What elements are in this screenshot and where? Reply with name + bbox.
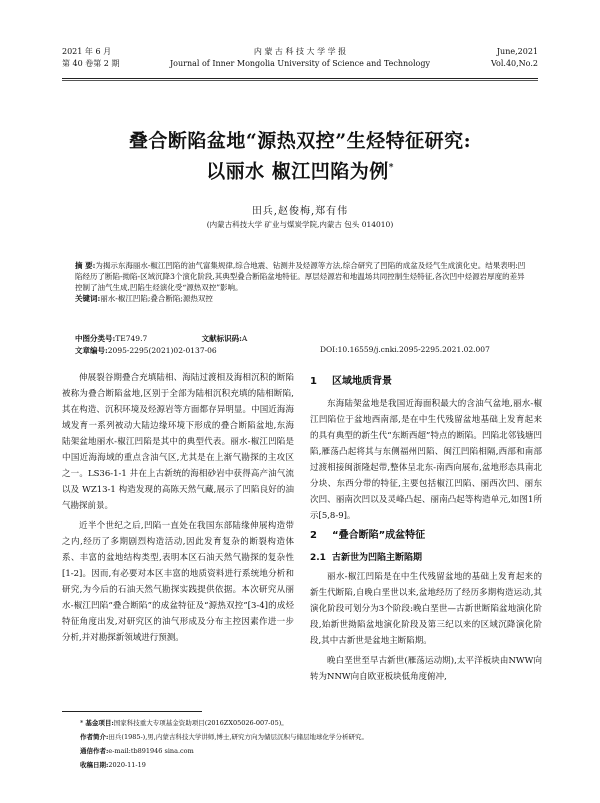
header-issue-en — [491, 46, 538, 70]
title-footnote-mark: * — [388, 163, 394, 173]
footnotes — [80, 716, 368, 772]
section-2-heading: 2 “叠合断陷”成盆特征 — [310, 530, 426, 541]
header-journal-cn: 内 蒙 古 科 技 大 学 学 报 — [253, 47, 347, 56]
header-volume-en: Vol.40,No.2 — [491, 59, 538, 68]
intro-paragraph-1: 伸展裂谷期叠合充填陆相、海陆过渡相及海相沉积的断陷被称为叠合断陷盆地,区别于全部为陆相沉积充填的陆相断陷,其在构造、沉积环境及烃源岩等方面都存异明显。中国近海海域发育一系列被动大陆边缘环境下形成的叠合断陷盆地,东海陆架盆地丽水-椒江凹陷是其中的典型代表。丽水-椒江凹陷是中国近海海域的重点含油气区,尤其是在上渐气勘探的主攻区之一。LS36-1-1 井在上古新统的海相砂岩中获得高产油气流以及 WZ13-1 构造发现的高陈天然气藏,展示了凹陷良好的油气勘探前景。 — [62, 373, 294, 511]
abstract-label: 摘 要: — [75, 261, 96, 270]
footnote-divider — [62, 711, 202, 712]
abstract-body: 摘 要:为揭示东海丽水-椒江凹陷的油气富集规律,综合地震、钻测井及烃源等方法,综合研究了凹陷的成盆及烃气生成演化史。结果表明:凹陷经历了断陷-拗陷-区域沉降3个演化阶段,其典型叠合断陷盆地特征。厚层烃源岩和地温场共同控制生烃特征,各次凹中烃源岩厚度的差异控制了油气生成,凹陷生烃演化受“源热双控”影响。 — [75, 261, 526, 292]
header-date: 2021 年 6 月 — [62, 47, 112, 56]
right-column — [310, 370, 542, 689]
header-divider — [62, 78, 538, 79]
article-number-line: 文章编号:2095-2295(2021)02-0137-06 — [75, 346, 217, 355]
subsection-2-1-paragraph-2: 晚白垩世至早古新世(雁荡运动期),太平洋板块由NWW向转为NNW向自欧亚板块低角度俯冲, — [310, 656, 542, 682]
title-line-2: 以丽水 椒江凹陷为例* — [206, 160, 394, 183]
subsection-2-1-paragraph-1: 丽水-椒江凹陷是在中生代残留盆地的基础上发育起来的新生代断陷,自晚白垩世以来,盆地经历了经历多期构造运动,其演化阶段可划分为3个阶段:晚白垩世—古新世断陷盆地演化阶段,始新世拗陷盆地演化阶段及第三纪以来的区域沉降演化阶段,其中古新世是盆地主断陷期。 — [310, 572, 542, 646]
title-line-1: 叠合断陷盆地“源热双控”生烃特征研究: — [128, 130, 472, 152]
abstract — [75, 260, 530, 304]
classification-line: 中图分类号:TE749.7 文献标识码:A — [75, 334, 248, 343]
header-divider-thin — [62, 80, 538, 81]
section-1-heading: 1 区域地质背景 — [310, 376, 392, 387]
section-1-paragraph: 东海陆架盆地是我国近海面积最大的含油气盆地,丽水-椒江凹陷位于盆地西南部,是在中生代残留盆地基础上发育起来的具有典型的新生代“东断西超”特点的断陷。凹陷北邻钱塘凹陷,雁荡凸起将其与东侧福州凹陷、闽江凹陷相隔,西部和南部过渡相接闽浙隆起带,整体呈北东-南西向展布,盆地形态具南北分块、东西分带的特征,主要包括椒江凹陷、丽西次凹、丽东次凹、丽南次凹以及灵峰凸起、丽南凸起等构造单元,如图1所示[5,8-9]。 — [310, 399, 542, 521]
keywords: 关键词:丽水-椒江凹陷;叠合断陷;源热双控 — [75, 294, 213, 303]
affiliation: (内蒙古科技大学 矿业与煤炭学院,内蒙古 包头 014010) — [206, 220, 394, 229]
footnote-email: 通信作者:e-mail:tb891946 sina.com — [80, 747, 194, 755]
clc-number: TE749.7 — [115, 334, 148, 343]
header-journal-en: Journal of Inner Mongolia University of Science and Technology — [169, 59, 431, 68]
article-number: 2095-2295(2021)02-0137-06 — [107, 346, 217, 355]
paper-title — [40, 128, 560, 185]
doi: DOI:10.16559/j.cnki.2095-2295.2021.02.007 — [320, 345, 490, 354]
subsection-2-1-heading: 2.1 古新世为凹陷主断陷期 — [310, 553, 423, 563]
author-list: 田兵,赵俊梅,郑有伟 — [251, 206, 349, 217]
footnote-fund: * 基金项目:国家科技重大专项基金资助项目(2016ZX05026-007-05)。 — [80, 719, 288, 727]
intro-paragraph-2: 近半个世纪之后,凹陷一直处在我国东部陆缘伸展构造带之内,经历了多期剧烈构造活动,因此发育复杂的断裂构造体系、丰富的盆地结构类型,表明本区石油天然气勘探的复杂性[1-2]。因而,有必要对本区丰富的地质资料进行系统地分析和研究,为今后的石油天然气勘探实践提供依据。本次研究从丽水-椒江凹陷“叠合断陷”的成盆特征及“源热双控”[3-4]的成烃特征角度出发,对研究区的油气形成及分布主控因素作进一步分析,并对勘探新领域进行预测。 — [62, 521, 294, 643]
footnote-received: 收稿日期:2020-11-19 — [80, 761, 146, 769]
keywords-label: 关键词: — [75, 294, 101, 303]
header-volume: 第 40 卷第 2 期 — [62, 59, 120, 68]
left-column — [62, 370, 294, 650]
footnote-author: 作者简介:田兵(1985-),男,内蒙古科技大学讲师,博士,研究方向为储层沉积与储层地球化学分析研究。 — [80, 733, 368, 741]
header-date-en: June,2021 — [496, 47, 538, 56]
document-code: A — [241, 334, 248, 343]
